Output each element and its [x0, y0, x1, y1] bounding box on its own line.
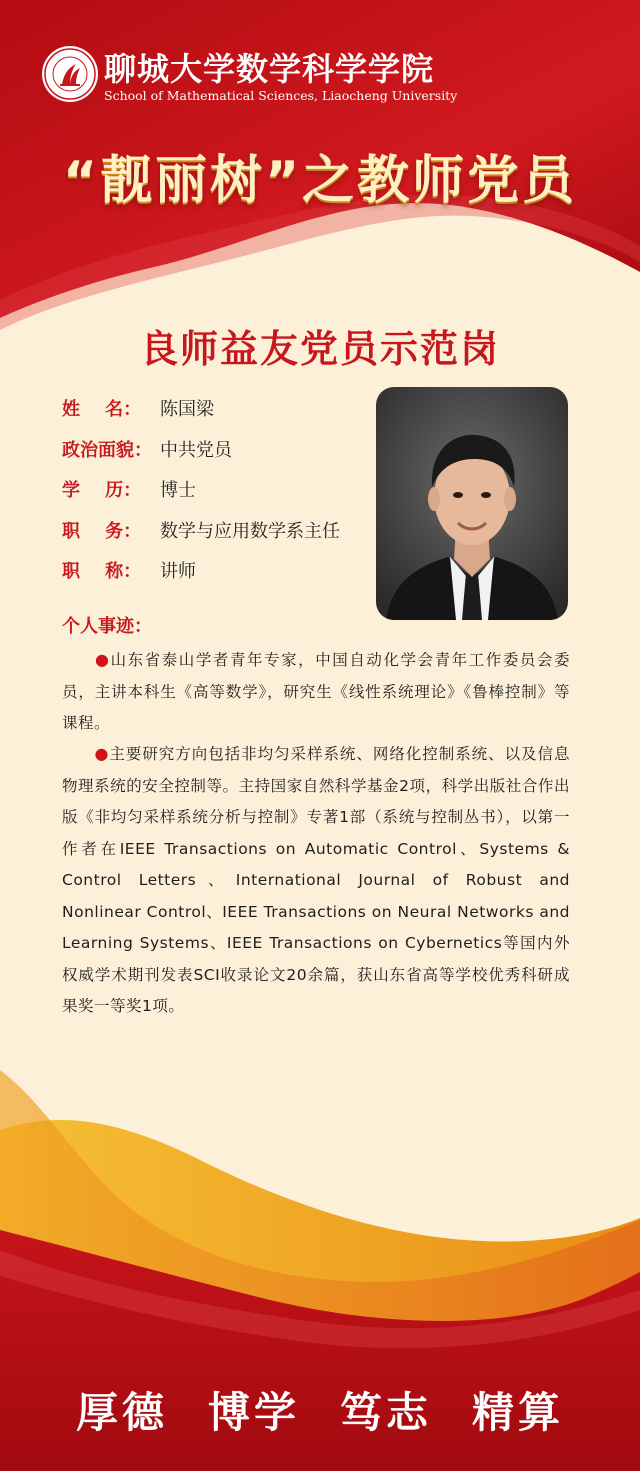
university-logo-icon [40, 44, 100, 104]
deeds-paragraph-text: 主要研究方向包括非均匀采样系统、网络化控制系统、以及信息物理系统的安全控制等。主持国家自然科学基金2项，科学出版社合作出版《非均匀采样系统分析与控制》专著1部（系统与控制丛书），以第一作者在IEEE Transactions on Automatic Control、Systems & Control Letters、International Journal of Robust and Nonlinear Control、IEEE Transactions on Neural Networks and Learning Systems、IEEE Transactions on Cybernetics等国内外权威学术期刊发表SCI收录论文20余篇，获山东省高等学校优秀科研成果奖一等奖1项。 [62, 745, 570, 1015]
motto-word: 厚德 [75, 1388, 168, 1437]
info-row-position [62, 518, 340, 559]
portrait-photo [376, 387, 568, 620]
info-label: 职 务： [62, 520, 142, 542]
deeds-heading: 个人事迹： [62, 616, 152, 637]
motto [0, 1380, 640, 1440]
bullet-icon: ● [94, 650, 111, 669]
info-row-name [62, 396, 340, 437]
motto-word: 博学 [207, 1388, 300, 1437]
deeds-paragraph [62, 738, 570, 1023]
info-label: 政治面貌： [62, 439, 152, 461]
info-label: 职 称： [62, 561, 142, 582]
info-list [62, 396, 340, 599]
deeds-paragraph-text: 山东省泰山学者青年专家，中国自动化学会青年工作委员会委员，主讲本科生《高等数学》，研究生《线性系统理论》《鲁棒控制》等课程。 [62, 651, 570, 732]
motto-word: 精算 [472, 1388, 565, 1437]
deeds-paragraph [62, 644, 570, 740]
school-name-en: School of Mathematical Sciences, Liaocheng University [104, 88, 458, 103]
school-name-cn: 聊城大学数学科学学院 [104, 50, 435, 88]
subtitle: 良师益友党员示范岗 [139, 327, 500, 371]
info-value: 中共党员 [160, 439, 232, 461]
info-row-political-status [62, 437, 340, 478]
info-label: 姓 名： [62, 399, 142, 420]
info-value: 博士 [160, 480, 196, 501]
info-row-education [62, 477, 340, 518]
info-value: 陈国梁 [160, 399, 214, 420]
info-value: 讲师 [160, 561, 196, 582]
motto-word: 笃志 [340, 1388, 433, 1437]
bullet-icon: ● [94, 744, 110, 763]
info-value: 数学与应用数学系主任 [160, 520, 340, 542]
main-title: “靓丽树”之教师党员 [62, 151, 578, 211]
info-label: 学 历： [62, 480, 142, 501]
info-row-title [62, 558, 340, 599]
